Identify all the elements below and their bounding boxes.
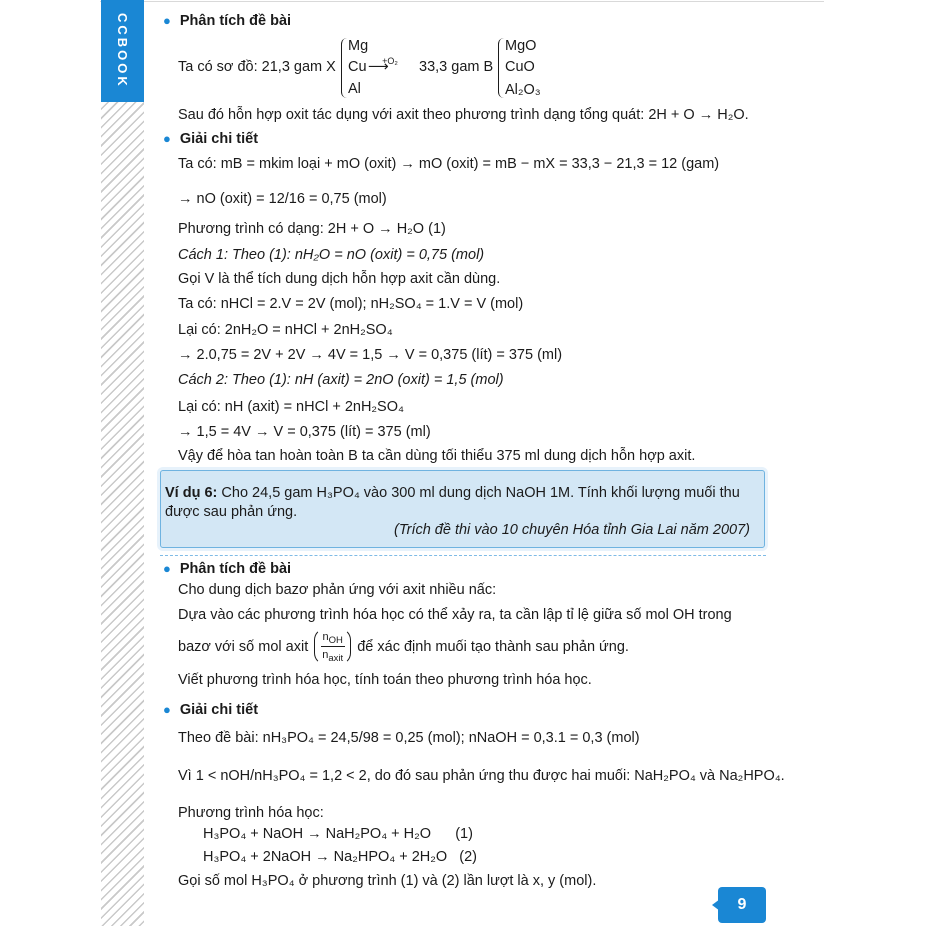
b-item-cuo: CuO bbox=[505, 59, 535, 75]
s3-line-4: Viết phương trình hóa học, tính toán theo phương trình hóa học. bbox=[178, 672, 592, 688]
page-top-rule bbox=[100, 1, 824, 2]
s3-line-3: bazơ với số mol axit $\frac{n_{OH}}{n_{axit}}$ để xác định muối tạo thành sau phản ứng. bbox=[178, 628, 629, 665]
s2-line-10: Lại có: nH (axit) = nHCl + 2nH₂SO₄ bbox=[178, 399, 404, 415]
example-box bbox=[160, 470, 765, 548]
heading-phan-tich-2: ● Phân tích đề bài bbox=[163, 561, 292, 577]
heading-giai-chi-tiet-1: ● Giải chi tiết bbox=[163, 131, 259, 147]
section-divider bbox=[160, 555, 766, 556]
example-line-1 bbox=[165, 485, 740, 501]
example-source: (Trích đề thi vào 10 chuyên Hóa tỉnh Gia Lai năm 2007) bbox=[394, 522, 750, 538]
brand-logo: CCBOOK bbox=[115, 13, 130, 89]
heading-giai-chi-tiet-2: ● Giải chi tiết bbox=[163, 702, 259, 718]
s2-line-12: Vậy để hòa tan hoàn toàn B ta cần dùng tối thiểu 375 ml dung dịch hỗn hợp axit. bbox=[178, 448, 696, 464]
s4-line-2: Vì 1 < nOH/nH₃PO₄ = 1,2 < 2, do đó sau phản ứng thu được hai muối: NaH₂PO₄ và Na₂HPO₄. bbox=[178, 768, 785, 784]
s4-line-3: Phương trình hóa học: bbox=[178, 805, 324, 821]
s2-line-7: Lại có: 2nH₂O = nHCl + 2nH₂SO₄ bbox=[178, 322, 393, 338]
s2-line-11: → 1,5 = 4V → V = 0,375 (lít) = 375 (ml) bbox=[178, 424, 431, 440]
equation-1: H₃PO₄ + NaOH → NaH₂PO₄ + H₂O (1) bbox=[203, 826, 473, 842]
s2-line-2: → nO (oxit) = 12/16 = 0,75 (mol) bbox=[178, 191, 387, 207]
b-item-mgo: MgO bbox=[505, 38, 537, 54]
s4-line-4: Gọi số mol H₃PO₄ ở phương trình (1) và (2) lần lượt là x, y (mol). bbox=[178, 873, 597, 889]
s2-line-3: Phương trình có dạng: 2H + O → H₂O (1) bbox=[178, 221, 446, 237]
diagram-lead: Ta có sơ đồ: 21,3 gam X bbox=[178, 59, 336, 75]
example-text-1: Cho 24,5 gam H₃PO₄ vào 300 ml dung dịch NaOH 1M. Tính khối lượng muối thu bbox=[221, 485, 740, 501]
s2-line-5: Gọi V là thể tích dung dịch hỗn hợp axit cần dùng. bbox=[178, 271, 501, 287]
bullet-icon: ● bbox=[163, 13, 171, 28]
section1-line2: Sau đó hỗn hợp oxit tác dụng với axit theo phương trình dạng tổng quát: 2H + O → H₂O. bbox=[178, 107, 749, 123]
bullet-icon: ● bbox=[163, 702, 171, 717]
arrow-o2: ⟶ bbox=[368, 59, 389, 75]
s4-line-1: Theo đề bài: nH₃PO₄ = 24,5/98 = 0,25 (mol); nNaOH = 0,3.1 = 0,3 (mol) bbox=[178, 730, 640, 746]
heading-phan-tich-1: ● Phân tích đề bài bbox=[163, 13, 292, 29]
s3-line-2: Dựa vào các phương trình hóa học có thể xảy ra, ta cần lập tỉ lệ giữa số mol OH trong bbox=[178, 607, 732, 623]
s2-line-4: Cách 1: Theo (1): nH₂O = nO (oxit) = 0,75 (mol) bbox=[178, 247, 485, 263]
brand-tab bbox=[101, 0, 144, 102]
x-item-al: Al bbox=[348, 81, 361, 97]
bullet-icon: ● bbox=[163, 561, 171, 576]
s2-line-1: Ta có: mB = mkim loại + mO (oxit) → mO (oxit) = mB − mX = 33,3 − 21,3 = 12 (gam) bbox=[178, 156, 720, 172]
ratio-paren: $\frac{n_{OH}}{n_{axit}}$ bbox=[314, 628, 351, 665]
reagent-o2: +O₂ bbox=[382, 56, 398, 66]
margin-hatch bbox=[101, 0, 144, 926]
example-label: Ví dụ 6: bbox=[165, 485, 218, 501]
example-text-2: được sau phản ứng. bbox=[165, 504, 298, 520]
s2-line-9: Cách 2: Theo (1): nH (axit) = 2nO (oxit) = 1,5 (mol) bbox=[178, 372, 504, 388]
x-item-mg: Mg bbox=[348, 38, 369, 54]
page-number: 9 bbox=[737, 896, 747, 913]
b-item-al2o3: Al₂O₃ bbox=[505, 82, 541, 98]
s2-line-6: Ta có: nHCl = 2.V = 2V (mol); nH₂SO₄ = 1.V = V (mol) bbox=[178, 296, 524, 312]
s3-line-1: Cho dung dịch bazơ phản ứng với axit nhiều nấc: bbox=[178, 582, 497, 598]
diagram-mid: 33,3 gam B bbox=[419, 59, 494, 75]
brace-b bbox=[498, 38, 504, 98]
page-number-badge bbox=[712, 887, 766, 923]
bullet-icon: ● bbox=[163, 131, 171, 146]
brace-x bbox=[341, 38, 347, 98]
equation-2: H₃PO₄ + 2NaOH → Na₂HPO₄ + 2H₂O (2) bbox=[203, 849, 477, 865]
s2-line-8: → 2.0,75 = 2V + 2V → 4V = 1,5 → V = 0,375 (lít) = 375 (ml) bbox=[178, 347, 563, 363]
x-item-cu: Cu bbox=[348, 59, 367, 75]
